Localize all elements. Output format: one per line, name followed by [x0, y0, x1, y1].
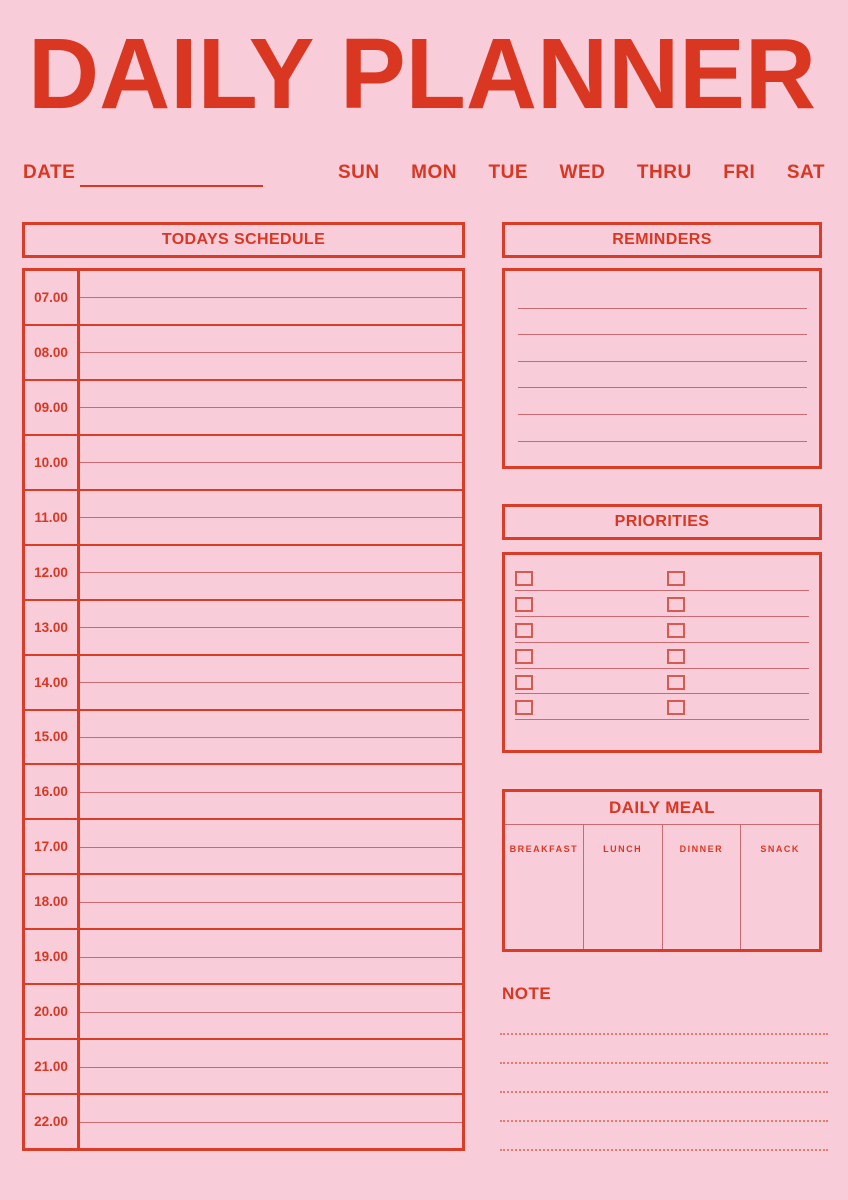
schedule-row [25, 599, 462, 654]
priority-row[interactable] [515, 643, 809, 669]
priority-checkbox[interactable] [515, 649, 533, 664]
week-day-wed[interactable]: WED [559, 162, 606, 183]
priorities-box [502, 552, 822, 753]
time-label: 22.00 [25, 1095, 80, 1148]
schedule-table [22, 268, 465, 1151]
schedule-entry-line[interactable] [80, 930, 462, 983]
priority-row[interactable] [515, 591, 809, 617]
time-label: 16.00 [25, 765, 80, 818]
schedule-header [22, 222, 465, 258]
priority-row[interactable] [515, 669, 809, 695]
schedule-row [25, 489, 462, 544]
week-day-sat[interactable]: SAT [786, 162, 825, 183]
schedule-row [25, 1038, 462, 1093]
schedule-entry-line[interactable] [80, 381, 462, 434]
time-label: 19.00 [25, 930, 80, 983]
priority-checkbox[interactable] [667, 623, 685, 638]
schedule-row [25, 709, 462, 764]
meal-column-breakfast[interactable] [505, 825, 583, 949]
meal-column-lunch[interactable] [583, 825, 662, 949]
schedule-row [25, 324, 462, 379]
page-title [28, 33, 820, 113]
priority-checkbox[interactable] [667, 571, 685, 586]
meal-column-snack[interactable] [740, 825, 819, 949]
priority-row[interactable] [515, 565, 809, 591]
schedule-entry-line[interactable] [80, 765, 462, 818]
note-line[interactable] [500, 1035, 828, 1064]
meal-column-label: DINNER [679, 844, 724, 854]
schedule-entry-line[interactable] [80, 326, 462, 379]
note-label: NOTE [502, 984, 552, 1003]
reminders-box [502, 268, 822, 469]
reminders-header-label: REMINDERS [612, 231, 712, 248]
priority-row[interactable] [515, 694, 809, 720]
schedule-header-label: TODAYS SCHEDULE [161, 231, 326, 248]
meal-column-dinner[interactable] [662, 825, 741, 949]
time-label: 10.00 [25, 436, 80, 489]
priority-checkbox[interactable] [667, 675, 685, 690]
schedule-row [25, 1093, 462, 1148]
reminder-line[interactable] [518, 415, 807, 442]
priority-checkbox[interactable] [515, 571, 533, 586]
time-label: 14.00 [25, 656, 80, 709]
daily-meal-columns [505, 825, 819, 949]
time-label: 09.00 [25, 381, 80, 434]
schedule-row [25, 818, 462, 873]
meal-column-label: SNACK [760, 844, 800, 854]
week-day-tue[interactable]: TUE [488, 162, 529, 183]
reminders-header [502, 222, 822, 258]
schedule-entry-line[interactable] [80, 491, 462, 544]
priority-checkbox[interactable] [667, 649, 685, 664]
note-lines [500, 1006, 828, 1151]
priority-row[interactable] [515, 617, 809, 643]
time-label: 15.00 [25, 711, 80, 764]
priority-checkbox[interactable] [515, 675, 533, 690]
priorities-header [502, 504, 822, 540]
page-title-text: DAILY PLANNER [28, 33, 816, 113]
schedule-entry-line[interactable] [80, 820, 462, 873]
schedule-row [25, 271, 462, 324]
schedule-entry-line[interactable] [80, 875, 462, 928]
week-day-mon[interactable]: MON [411, 162, 457, 183]
time-label: 12.00 [25, 546, 80, 599]
schedule-entry-line[interactable] [80, 985, 462, 1038]
schedule-row [25, 379, 462, 434]
week-day-sun[interactable]: SUN [338, 162, 380, 183]
priority-checkbox[interactable] [515, 597, 533, 612]
meal-column-label: LUNCH [603, 844, 643, 854]
reminder-line[interactable] [518, 388, 807, 415]
priority-checkbox[interactable] [515, 700, 533, 715]
schedule-row [25, 544, 462, 599]
daily-meal-header [505, 792, 819, 825]
time-label: 08.00 [25, 326, 80, 379]
schedule-entry-line[interactable] [80, 1095, 462, 1148]
date-input-line[interactable] [80, 185, 263, 187]
time-label: 18.00 [25, 875, 80, 928]
note-line[interactable] [500, 1006, 828, 1035]
date-label: DATE [23, 162, 76, 183]
meal-column-label: BREAKFAST [509, 844, 579, 854]
priority-checkbox[interactable] [667, 700, 685, 715]
note-line[interactable] [500, 1064, 828, 1093]
schedule-entry-line[interactable] [80, 711, 462, 764]
schedule-entry-line[interactable] [80, 271, 462, 324]
note-line[interactable] [500, 1122, 828, 1151]
week-day-thru[interactable]: THRU [636, 162, 692, 183]
reminder-line[interactable] [518, 309, 807, 336]
reminder-line[interactable] [518, 282, 807, 309]
schedule-row [25, 928, 462, 983]
week-day-row [338, 162, 825, 184]
time-label: 11.00 [25, 491, 80, 544]
schedule-entry-line[interactable] [80, 656, 462, 709]
reminder-line[interactable] [518, 335, 807, 362]
time-label: 21.00 [25, 1040, 80, 1093]
page-title-svg [28, 33, 820, 113]
time-label: 13.00 [25, 601, 80, 654]
schedule-entry-line[interactable] [80, 1040, 462, 1093]
schedule-entry-line[interactable] [80, 601, 462, 654]
priority-checkbox[interactable] [515, 623, 533, 638]
week-day-fri[interactable]: FRI [723, 162, 756, 183]
time-label: 07.00 [25, 271, 80, 324]
priorities-header-label: PRIORITIES [614, 513, 710, 530]
daily-meal-header-label: DAILY MEAL [608, 798, 716, 817]
schedule-row [25, 654, 462, 709]
priority-checkbox[interactable] [667, 597, 685, 612]
schedule-row [25, 983, 462, 1038]
daily-meal-box [502, 789, 822, 952]
note-line[interactable] [500, 1093, 828, 1122]
schedule-entry-line[interactable] [80, 546, 462, 599]
schedule-row [25, 763, 462, 818]
schedule-entry-line[interactable] [80, 436, 462, 489]
time-label: 20.00 [25, 985, 80, 1038]
reminder-line[interactable] [518, 362, 807, 389]
schedule-row [25, 434, 462, 489]
time-label: 17.00 [25, 820, 80, 873]
schedule-row [25, 873, 462, 928]
